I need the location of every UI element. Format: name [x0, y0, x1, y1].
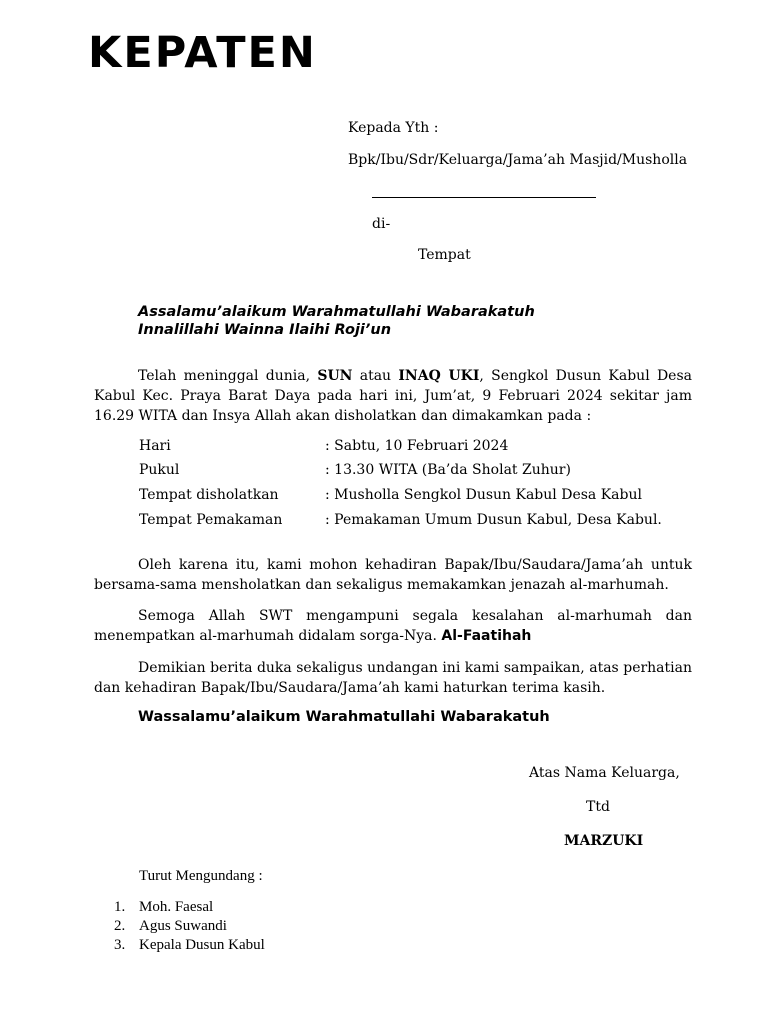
schedule-value-prayer-place: : Musholla Sengkol Dusun Kabul Desa Kabul [325, 487, 642, 503]
co-inviter-name: Agus Suwandi [139, 918, 227, 934]
co-inviter-name: Moh. Faesal [139, 899, 214, 915]
greeting-salam: Assalamu’alaikum Warahmatullahi Wabarakatuh [138, 304, 535, 320]
address-to: Kepada Yth : [348, 120, 439, 136]
announcement-paragraph [94, 366, 692, 426]
announcement-rest: , Sengkol Dusun Kabul Desa Kabul Kec. Praya Barat Daya pada hari ini, Jum’at, 9 Februari 2024 sekitar jam 16.29 WITA dan Insya Allah akan disholatkan dan dimakamkan pada : [94, 368, 692, 424]
request-paragraph [94, 555, 692, 595]
address-recipient: Bpk/Ibu/Sdr/Keluarga/Jama’ah Masjid/Musholla [348, 152, 688, 168]
co-inviter-name: Kepala Dusun Kabul [139, 937, 265, 953]
schedule-value-day: : Sabtu, 10 Februari 2024 [325, 438, 509, 454]
deceased-name-2: INAQ UKI [398, 368, 480, 384]
closing-text: Demikian berita duka sekaligus undangan ini kami sampaikan, atas perhatian dan kehadiran Bapak/Ibu/Saudara/Jama’ah kami haturkan terima kasih. [94, 660, 692, 696]
announcement-or: atau [352, 368, 399, 384]
schedule-label-prayer-place: Tempat disholatkan [139, 487, 279, 503]
signature-ttd: Ttd [586, 799, 610, 815]
schedule-label-time: Pukul [139, 462, 180, 478]
prayer-text: Semoga Allah SWT mengampuni segala kesalahan al-marhumah dan menempatkan al-marhumah didalam sorga-Nya. [94, 608, 692, 644]
co-inviter-number: 2. [114, 918, 126, 934]
recipient-blank-line [372, 197, 596, 198]
document-title: KEPATEN [88, 28, 317, 78]
announcement-intro: Telah meninggal dunia, [138, 368, 318, 384]
address-place: Tempat [418, 247, 471, 263]
fatihah-text: Al-Faatihah [441, 628, 532, 644]
deceased-name-1: SUN [317, 368, 353, 384]
greeting-innalillahi: Innalillahi Wainna Ilaihi Roji’un [138, 322, 392, 338]
signature-name: MARZUKI [564, 833, 644, 849]
schedule-value-burial-place: : Pemakaman Umum Dusun Kabul, Desa Kabul. [325, 512, 662, 528]
signature-on-behalf: Atas Nama Keluarga, [529, 765, 680, 781]
schedule-value-time: : 13.30 WITA (Ba’da Sholat Zuhur) [325, 462, 571, 478]
co-inviters-label: Turut Mengundang : [139, 868, 263, 884]
schedule-label-burial-place: Tempat Pemakaman [139, 512, 283, 528]
closing-paragraph [94, 658, 692, 698]
co-inviter-number: 3. [114, 937, 126, 953]
address-di: di- [372, 216, 391, 232]
co-inviter-number: 1. [114, 899, 126, 915]
prayer-paragraph [94, 606, 692, 646]
schedule-label-day: Hari [139, 438, 171, 454]
closing-salam: Wassalamu’alaikum Warahmatullahi Wabarakatuh [138, 709, 550, 725]
request-text: Oleh karena itu, kami mohon kehadiran Bapak/Ibu/Saudara/Jama’ah untuk bersama-sama mensholatkan dan sekaligus memakamkan jenazah al-marhumah. [94, 557, 692, 593]
